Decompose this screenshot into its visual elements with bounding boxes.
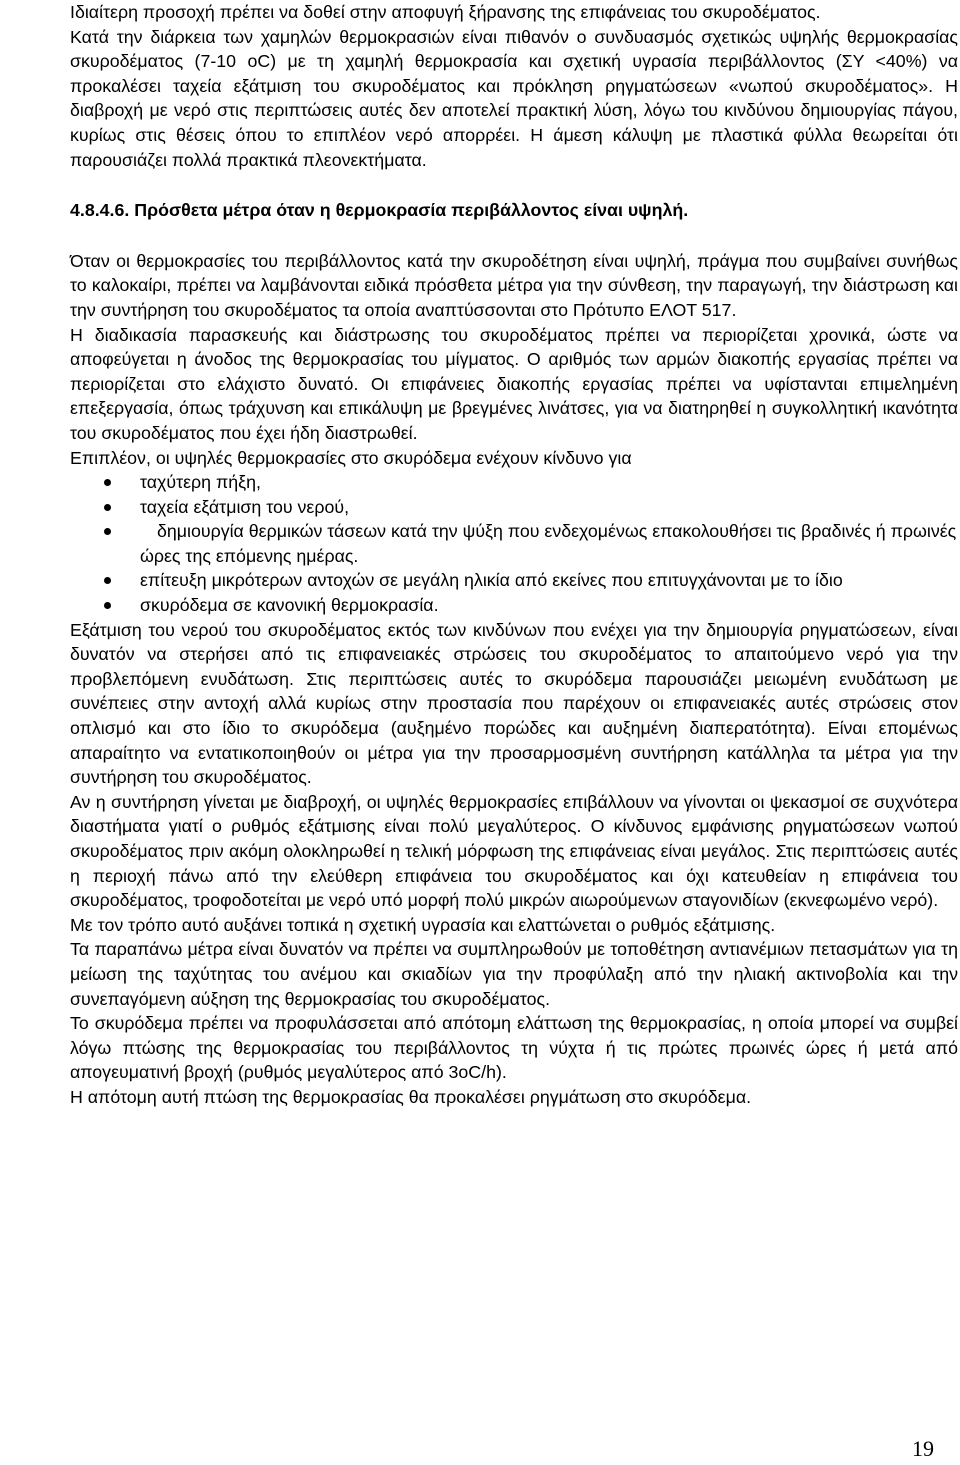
- section-paragraph-6: Με τον τρόπο αυτό αυξάνει τοπικά η σχετική υγρασία και ελαττώνεται ο ρυθμός εξάτμισης.: [70, 914, 776, 935]
- section-heading: 4.8.4.6. Πρόσθετα μέτρα όταν η θερμοκρασία περιβάλλοντος είναι υψηλή.: [70, 200, 689, 221]
- bullet-icon: [104, 577, 111, 584]
- section-paragraph-7: Τα παραπάνω μέτρα είναι δυνατόν να πρέπει να συμπληρωθούν με τοποθέτηση αντιανέμιων πετασμάτων για τη μείωση της ταχύτητας του ανέμου και σκιαδίων για την προφύλαξη από την ηλιακή ακτινοβολία και την συνεπαγόμενη αύξηση της θερμοκρασίας του σκυροδέματος.: [70, 939, 958, 1009]
- list-item: σκυρόδεμα σε κανονική θερμοκρασία.: [70, 593, 958, 618]
- section-paragraph-2: Η διαδικασία παρασκευής και διάστρωσης του σκυροδέματος πρέπει να περιορίζεται χρονικά, ώστε να αποφεύγεται η άνοδος της θερμοκρασίας του μίγματος. Ο αριθμός των αρμών διακοπής εργασίας πρέπει να περιορίζεται στο ελάχιστο δυνατό. Οι επιφάνειες διακοπής εργασίας πρέπει να υφίστανται επιμελημένη επεξεργασία, όπως τράχυνση και επικάλυψη με βρεγμένες λινάτσες, για να διατηρηθεί η συγκολλητική ικανότητα του σκυροδέματος που έχει ήδη διαστρωθεί.: [70, 324, 958, 443]
- document-page: [70, 0, 958, 1110]
- list-item: ταχεία εξάτμιση του νερού,: [70, 495, 958, 520]
- list-item: ταχύτερη πήξη,: [70, 470, 958, 495]
- bullet-icon: [104, 504, 111, 511]
- bullet-icon: [104, 602, 111, 609]
- section-paragraph-9: Η απότομη αυτή πτώση της θερμοκρασίας θα προκαλέσει ρηγμάτωση στο σκυρόδεμα.: [70, 1086, 752, 1107]
- section-paragraph-8: Το σκυρόδεμα πρέπει να προφυλάσσεται από απότομη ελάττωση της θερμοκρασίας, η οποία μπορεί να συμβεί λόγω πτώσης της θερμοκρασίας του περιβάλλοντος τη νύχτα ή τις πρώτες πρωινές ώρες ή μετά από απογευματινή βροχή (ρυθμός μεγαλύτερος από 3oC/h).: [70, 1013, 958, 1083]
- page-number: 19: [912, 1436, 934, 1461]
- section-paragraph-5: Αν η συντήρηση γίνεται με διαβροχή, οι υψηλές θερμοκρασίες επιβάλλουν να γίνονται οι ψεκασμοί σε συχνότερα διαστήματα γιατί ο ρυθμός εξάτμισης είναι πολύ μεγαλύτερος. Ο κίνδυνος εμφάνισης ρηγματώσεων νωπού σκυροδέματος πριν ακόμη ολοκληρωθεί η τελική μόρφωση της επιφάνειας είναι μεγάλος. Στις περιπτώσεις αυτές η περιοχή πάνω από την ελεύθερη επιφάνεια του σκυροδέματος και όχι κατευθείαν η επιφάνεια του σκυροδέματος, τροφοδοτείται με νερό υπό μορφή πολύ μικρών αιωρούμενων σταγονιδίων (εκνεφωμένο νερό).: [70, 791, 958, 911]
- intro-paragraph-1: Ιδιαίτερη προσοχή πρέπει να δοθεί στην αποφυγή ξήρανσης της επιφάνειας του σκυροδέματος.: [70, 2, 821, 22]
- bullet-icon: [104, 528, 111, 535]
- section-paragraph-1: Όταν οι θερμοκρασίες του περιβάλλοντος κατά την σκυροδέτηση είναι υψηλή, πράγμα που συμβαίνει συνήθως το καλοκαίρι, πρέπει να λαμβάνονται ειδικά πρόσθετα μέτρα για την σύνθεση, την παραγωγή, την διάστρωση και την συντήρηση του σκυροδέματος τα οποία αναπτύσσονται στο Πρότυπο ΕΛΟΤ 517.: [70, 250, 958, 320]
- list-item: επίτευξη μικρότερων αντοχών σε μεγάλη ηλικία από εκείνες που επιτυγχάνονται με το ίδιο: [70, 568, 958, 593]
- risk-list: [70, 470, 958, 618]
- section-paragraph-4: Εξάτμιση του νερού του σκυροδέματος εκτός των κινδύνων που ενέχει για την δημιουργία ρηγματώσεων, είναι δυνατόν να στερήσει από τις επιφανειακές στρώσεις του σκυροδέματος το απαιτούμενο νερό για την προβλεπόμενη ενυδάτωση. Στις περιπτώσεις αυτές το σκυρόδεμα παρουσιάζει μειωμένη ενυδάτωση με συνέπειες στην αντοχή αλλά κυρίως στην προστασία που παρέχουν οι επιφανειακές αυτές στρώσεις στον οπλισμό και στο ίδιο το σκυρόδεμα (αυξημένο πορώδες και αυξημένη διαπερατότητα). Είναι επομένως απαραίτητο να εντατικοποιηθούν οι μέτρα για την προσαρμοσμένη συντήρηση κατάλληλα τα μέτρα για την συντήρηση του σκυροδέματος.: [70, 619, 958, 788]
- section-paragraph-3: Επιπλέον, οι υψηλές θερμοκρασίες στο σκυρόδεμα ενέχουν κίνδυνο για: [70, 447, 632, 468]
- bullet-icon: [104, 479, 111, 486]
- list-item: δημιουργία θερμικών τάσεων κατά την ψύξη που ενδεχομένως επακολουθήσει τις βραδινές ή πρωινές ώρες της επόμενης ημέρας.: [70, 519, 958, 568]
- intro-paragraph-2: Κατά την διάρκεια των χαμηλών θερμοκρασιών είναι πιθανόν ο συνδυασμός σχετικώς υψηλής θερμοκρασίας σκυροδέματος (7-10 oC) με τη χαμηλή θερμοκρασία και σχετική υγρασία περιβάλλοντος (ΣΥ <40%) να προκαλέσει ταχεία εξάτμιση του σκυροδέματος και πρόκληση ρηγματώσεων «νωπού σκυροδέματος». Η διαβροχή με νερό στις περιπτώσεις αυτές δεν αποτελεί πρακτική λύση, λόγω του κινδύνου δημιουργίας πάγου, κυρίως στις θέσεις όπου το επιπλέον νερό απορρέει. Η άμεση κάλυψη με πλαστικά φύλλα θεωρείται ότι παρουσιάζει πολλά πρακτικά πλεονεκτήματα.: [70, 26, 958, 170]
